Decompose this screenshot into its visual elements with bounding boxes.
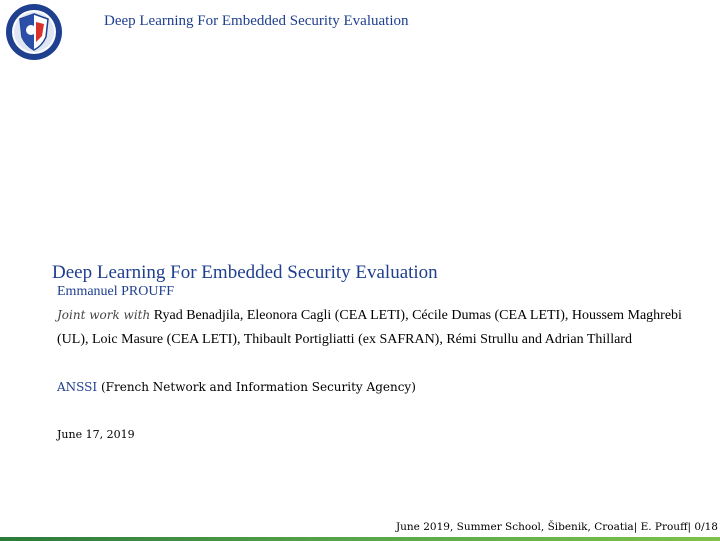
footer-bar <box>0 537 720 541</box>
coauthor-list: Ryad Benadjila, Eleonora Cagli (CEA LETI), Cécile Dumas (CEA LETI), Houssem Maghrebi (UL), Loic Masure (CEA LETI), Thibault Portigliatti (ex SAFRAN), Rémi Strullu and Adrian Thillard <box>57 308 682 347</box>
joint-work-label: Joint work with <box>57 308 151 322</box>
institute-description: (French Network and Information Security Agency) <box>100 380 416 394</box>
institute-name: ANSSI <box>57 380 98 394</box>
anssi-emblem-icon <box>4 2 64 62</box>
institute <box>57 380 416 394</box>
header-title: Deep Learning For Embedded Security Evaluation <box>104 13 409 29</box>
presentation-title: Deep Learning For Embedded Security Evaluation <box>52 262 438 283</box>
author-name: Emmanuel PROUFF <box>57 284 175 299</box>
footer-info: June 2019, Summer School, Šibenik, Croatia| E. Prouff| 0/18 <box>395 521 718 533</box>
coauthors <box>57 303 697 352</box>
presentation-date: June 17, 2019 <box>57 428 135 441</box>
